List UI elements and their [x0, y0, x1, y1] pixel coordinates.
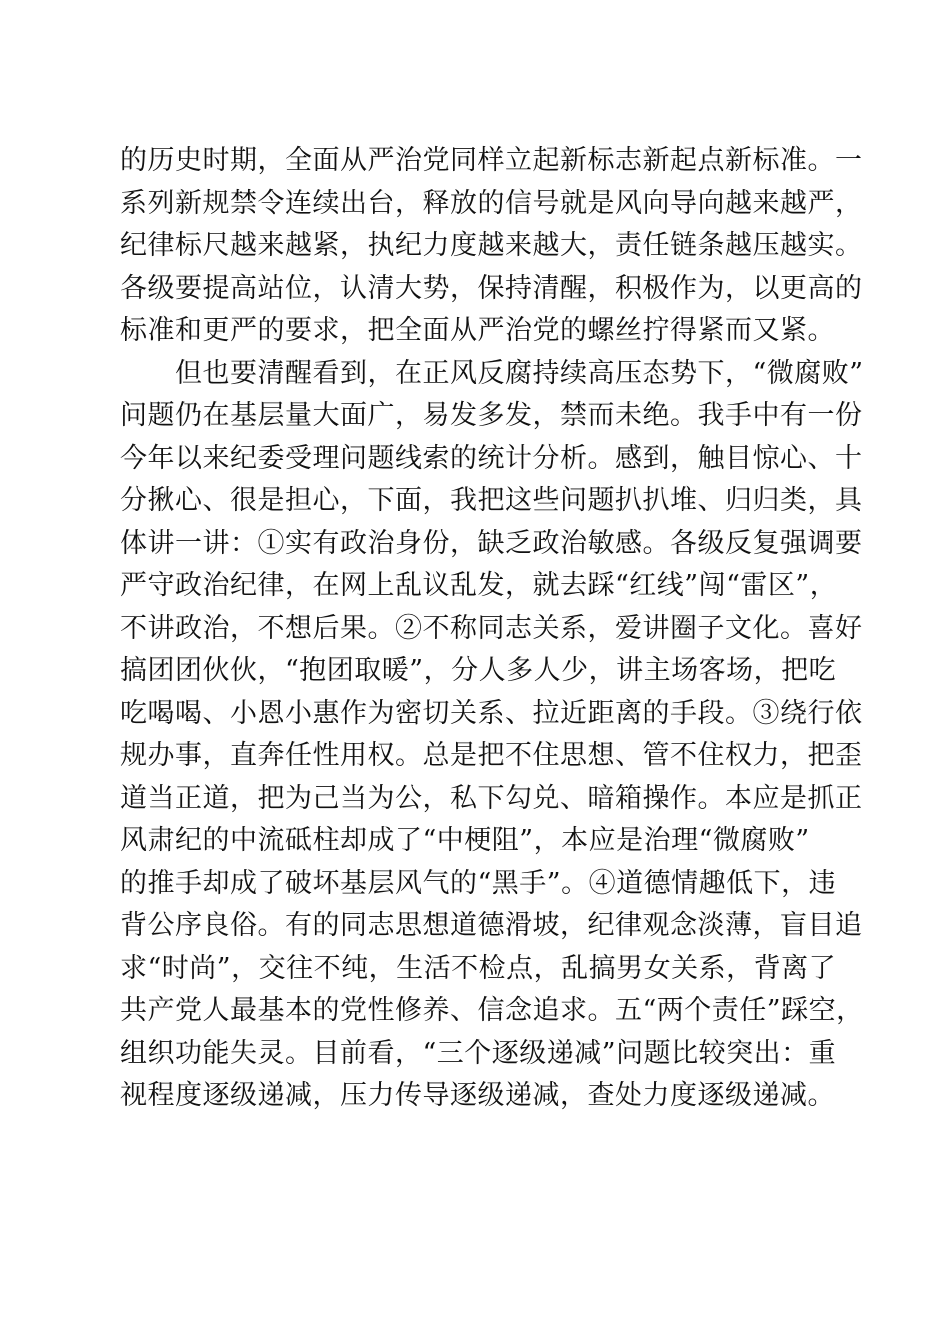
text-line: 吃喝喝、小恩小惠作为密切关系、拉近距离的手段。③绕行依: [120, 697, 863, 729]
text-line: 分揪心、很是担心，下面，我把这些问题扒扒堆、归归类，具: [120, 485, 863, 516]
text-line: 今年以来纪委受理问题线索的统计分析。感到，触目惊心、十: [120, 442, 863, 474]
text-line: 不讲政治，不想后果。②不称同志关系，爱讲圈子文化。喜好: [120, 612, 863, 644]
text-line: 问题仍在基层量大面广，易发多发，禁而未绝。我手中有一份: [120, 400, 863, 431]
text-line: 严守政治纪律，在网上乱议乱发，就去踩“红线”闯“雷区”，: [120, 570, 838, 601]
paragraph-start-line: 但也要清醒看到，在正风反腐持续高压态势下，“微腐败”: [120, 357, 864, 389]
body-text: [120, 140, 864, 1118]
text-line: 的历史时期，全面从严治党同样立起新标志新起点新标准。一: [120, 145, 863, 176]
text-line: 标准和更严的要求，把全面从严治党的螺丝拧得紧而又紧。: [120, 315, 835, 346]
text-line: 组织功能失灵。目前看，“三个逐级递减”问题比较突出：重: [120, 1037, 837, 1069]
text-line: 的推手却成了破坏基层风气的“黑手”。④道德情趣低下，违: [120, 867, 837, 899]
text-line: 规办事，直奔任性用权。总是把不住思想、管不住权力，把歪: [120, 740, 863, 771]
text-line: 体讲一讲：①实有政治身份，缺乏政治敏感。各级反复强调要: [120, 527, 863, 559]
text-line: 系列新规禁令连续出台，释放的信号就是风向导向越来越严，: [120, 187, 863, 219]
text-line: 风肃纪的中流砥柱却成了“中梗阻”，本应是治理“微腐败”: [120, 825, 810, 856]
text-line: 纪律标尺越来越紧，执纪力度越来越大，责任链条越压越实。: [120, 230, 863, 261]
text-line: 道当正道，把为己当为公，私下勾兑、暗箱操作。本应是抓正: [120, 782, 863, 814]
text-line: 搞团团伙伙，“抱团取暖”，分人多人少，讲主场客场，把吃: [120, 655, 837, 686]
text-line: 各级要提高站位，认清大势，保持清醒，积极作为，以更高的: [120, 272, 863, 304]
text-line: 共产党人最基本的党性修养、信念追求。五“两个责任”踩空，: [120, 995, 864, 1026]
text-line: 背公序良俗。有的同志思想道德滑坡，纪律观念淡薄，盲目追: [120, 910, 863, 941]
text-line: 视程度逐级递减，压力传导逐级递减，查处力度逐级递减。: [120, 1080, 835, 1111]
text-line: 求“时尚”，交往不纯，生活不检点，乱搞男女关系，背离了: [120, 952, 837, 984]
